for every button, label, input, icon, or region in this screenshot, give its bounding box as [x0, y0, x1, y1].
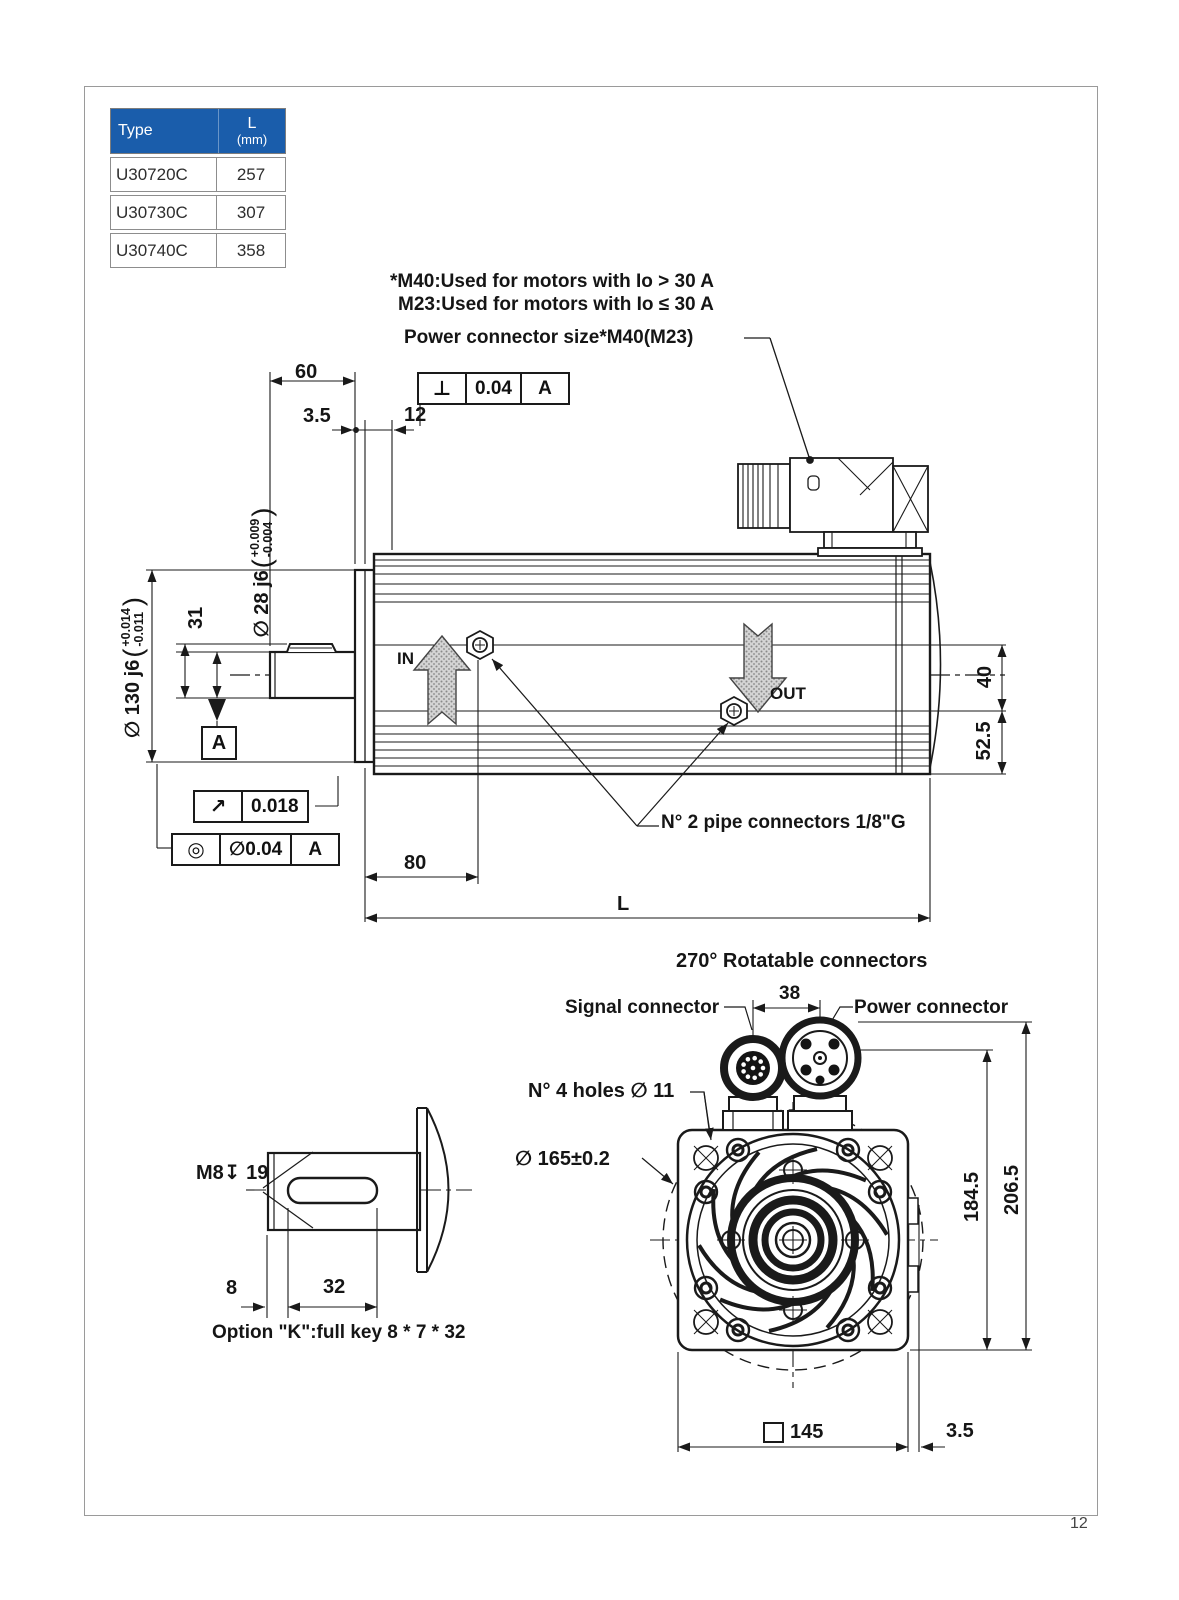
in-label: IN: [397, 649, 414, 668]
power-connector-side: [738, 458, 928, 556]
datum-a-box: A: [201, 726, 237, 760]
row-length: 257: [216, 158, 285, 191]
dim-3-5-front: 3.5: [946, 1420, 974, 1442]
dim-206-5: 206.5: [1000, 1164, 1023, 1216]
shaft: [270, 644, 355, 698]
row-type: U30730C: [116, 202, 188, 222]
flange-diameter-label: ∅ 130 j6 ( +0.014 -0.011 ): [117, 597, 148, 738]
spec-col-length-header: L (mm): [218, 109, 285, 153]
note-connector-size: Power connector size*M40(M23): [404, 327, 694, 348]
row-length: 358: [216, 234, 285, 267]
signal-connector-front: [723, 1039, 783, 1130]
pipe-connectors-note: N° 2 pipe connectors 1/8"G: [661, 812, 906, 833]
row-length: 307: [216, 196, 285, 229]
out-label: OUT: [770, 684, 806, 703]
table-row: [110, 233, 286, 268]
rotatable-note: 270° Rotatable connectors: [676, 950, 928, 972]
keyway-slot: [288, 1178, 377, 1203]
key-option-caption: Option "K":full key 8 * 7 * 32: [212, 1322, 466, 1343]
dim-L: L: [617, 893, 630, 915]
pipe-fitting-out: [721, 697, 747, 725]
runout-frame: ↗ 0.018: [193, 790, 309, 823]
dim-12: 12: [404, 404, 427, 426]
concentricity-icon: ◎: [173, 835, 221, 864]
runout-icon: ↗: [195, 792, 243, 821]
note-m40: *M40:Used for motors with Io > 30 A: [390, 271, 714, 292]
perpendicularity-frame: ⊥ 0.04 A: [417, 372, 570, 405]
dim-31: 31: [184, 606, 207, 630]
table-row: [110, 157, 286, 192]
dim-184-5: 184.5: [960, 1171, 983, 1223]
note-m23: M23:Used for motors with Io ≤ 30 A: [398, 294, 714, 315]
power-connector-front: [782, 1020, 858, 1130]
table-row: [110, 195, 286, 230]
dim-8: 8: [226, 1277, 238, 1299]
dim-52-5: 52.5: [972, 721, 995, 761]
signal-connector-label: Signal connector: [565, 997, 720, 1018]
thread-depth-note: M8↧ 19: [196, 1162, 269, 1184]
square-symbol-icon: [763, 1422, 784, 1443]
perpendicularity-icon: ⊥: [419, 374, 467, 403]
dim-square-145: 145: [763, 1421, 823, 1444]
row-type: U30720C: [116, 164, 188, 184]
dim-38: 38: [779, 983, 801, 1004]
spec-table-header: [110, 108, 286, 154]
connector-size-leader: [744, 338, 813, 463]
holes-note: N° 4 holes ∅ 11: [528, 1080, 675, 1102]
dim-40: 40: [973, 665, 996, 689]
dia-165-label: ∅ 165±0.2: [515, 1148, 610, 1170]
flange: [355, 570, 374, 762]
dim-32: 32: [323, 1276, 346, 1298]
concentricity-frame: ◎ ∅0.04 A: [171, 833, 340, 866]
shaft-key-detail: [241, 1108, 472, 1318]
dim-80: 80: [404, 852, 427, 874]
power-connector-label: Power connector: [854, 997, 1009, 1018]
pipe-fitting-in: [467, 631, 493, 659]
dim-60: 60: [295, 361, 318, 383]
shaft-diameter-label: ∅ 28 j6 ( +0.009 -0.004 ): [246, 507, 277, 638]
spec-col-type-header: Type: [118, 122, 153, 139]
spec-table: [110, 108, 286, 268]
dim-3-5: 3.5: [303, 405, 331, 427]
shaft-hub: [731, 1178, 855, 1302]
row-type: U30740C: [116, 240, 188, 260]
page-number: 12: [1070, 1515, 1088, 1532]
